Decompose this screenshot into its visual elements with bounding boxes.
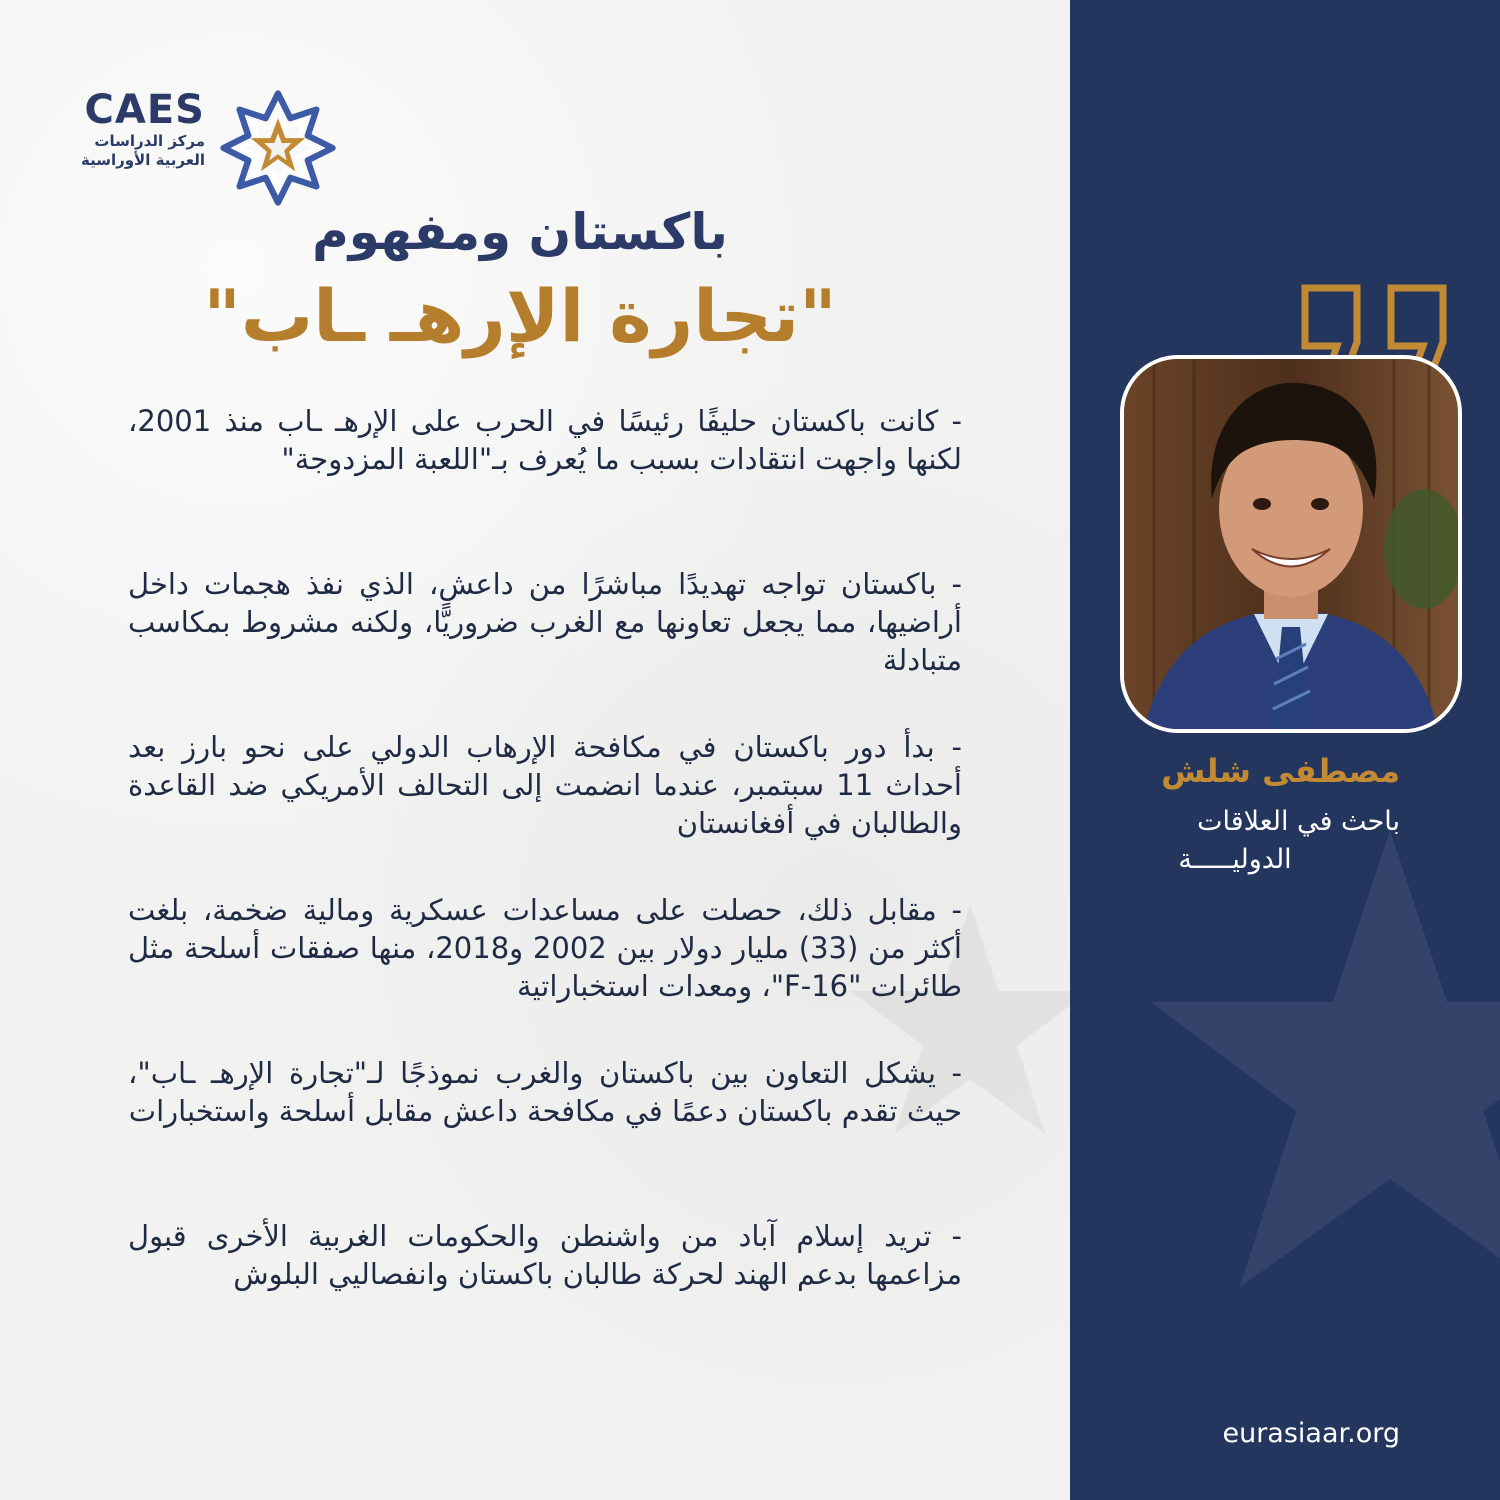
- author-portrait-icon: [1124, 359, 1458, 729]
- author-role-line1: باحث في العلاقات: [1197, 806, 1400, 837]
- logo-name-line2: العربية الأوراسية: [80, 151, 205, 169]
- paragraph: - تريد إسلام آباد من واشنطن والحكومات الغربية الأخرى قبول مزاعمها بدعم الهند لحركة طالبان باكستان وانفصاليي البلوش: [128, 1219, 962, 1291]
- paragraph: - مقابل ذلك، حصلت على مساعدات عسكرية ومالية ضخمة، بلغت أكثر من (33) مليار دولار بين 2002 و2018، منها صفقات أسلحة مثل طائرات "F-16"، ومعدات استخباراتية: [128, 893, 962, 1003]
- author-photo: [1120, 355, 1462, 733]
- page-title-line1: باكستان ومفهوم: [312, 203, 728, 261]
- paragraph: - باكستان تواجه تهديدًا مباشرًا من داعش، الذي نفذ هجمات داخل أراضيها، مما يجعل تعاونها مع الغرب ضروريًّا، ولكنه مشروط بمكاسب متبادلة: [128, 567, 962, 677]
- article-body: [128, 402, 962, 1380]
- logo-abbr: CAES: [84, 87, 205, 133]
- decorative-star-icon: [1130, 820, 1500, 1340]
- caes-star-logo-icon: [216, 86, 340, 210]
- author-name: مصطفى شلش: [1161, 752, 1400, 790]
- logo-text: [80, 88, 205, 170]
- author-sidebar: [1070, 0, 1500, 1500]
- paragraph: - كانت باكستان حليفًا رئيسًا في الحرب على الإرهـ ـاب منذ 2001، لكنها واجهت انتقادات بسبب ما يُعرف بـ"اللعبة المزدوجة": [128, 404, 962, 476]
- website-link[interactable]: eurasiaar.org: [1222, 1418, 1400, 1449]
- page-title-line2: "تجارة الإرهـ ـاب": [203, 274, 837, 358]
- author-role-line2: الدوليـــــة: [1178, 844, 1292, 875]
- caes-logo: [80, 88, 340, 188]
- paragraph: - يشكل التعاون بين باكستان والغرب نموذجًا لـ"تجارة الإرهـ ـاب"، حيث تقدم باكستان دعمًا في مكافحة داعش مقابل أسلحة واستخبارات: [128, 1056, 962, 1128]
- logo-name-line1: مركز الدراسات: [94, 132, 205, 150]
- paragraph: - بدأ دور باكستان في مكافحة الإرهاب الدولي على نحو بارز بعد أحداث 11 سبتمبر، عندما انضمت إلى التحالف الأمريكي ضد القاعدة والطالبان في أفغانستان: [128, 730, 962, 840]
